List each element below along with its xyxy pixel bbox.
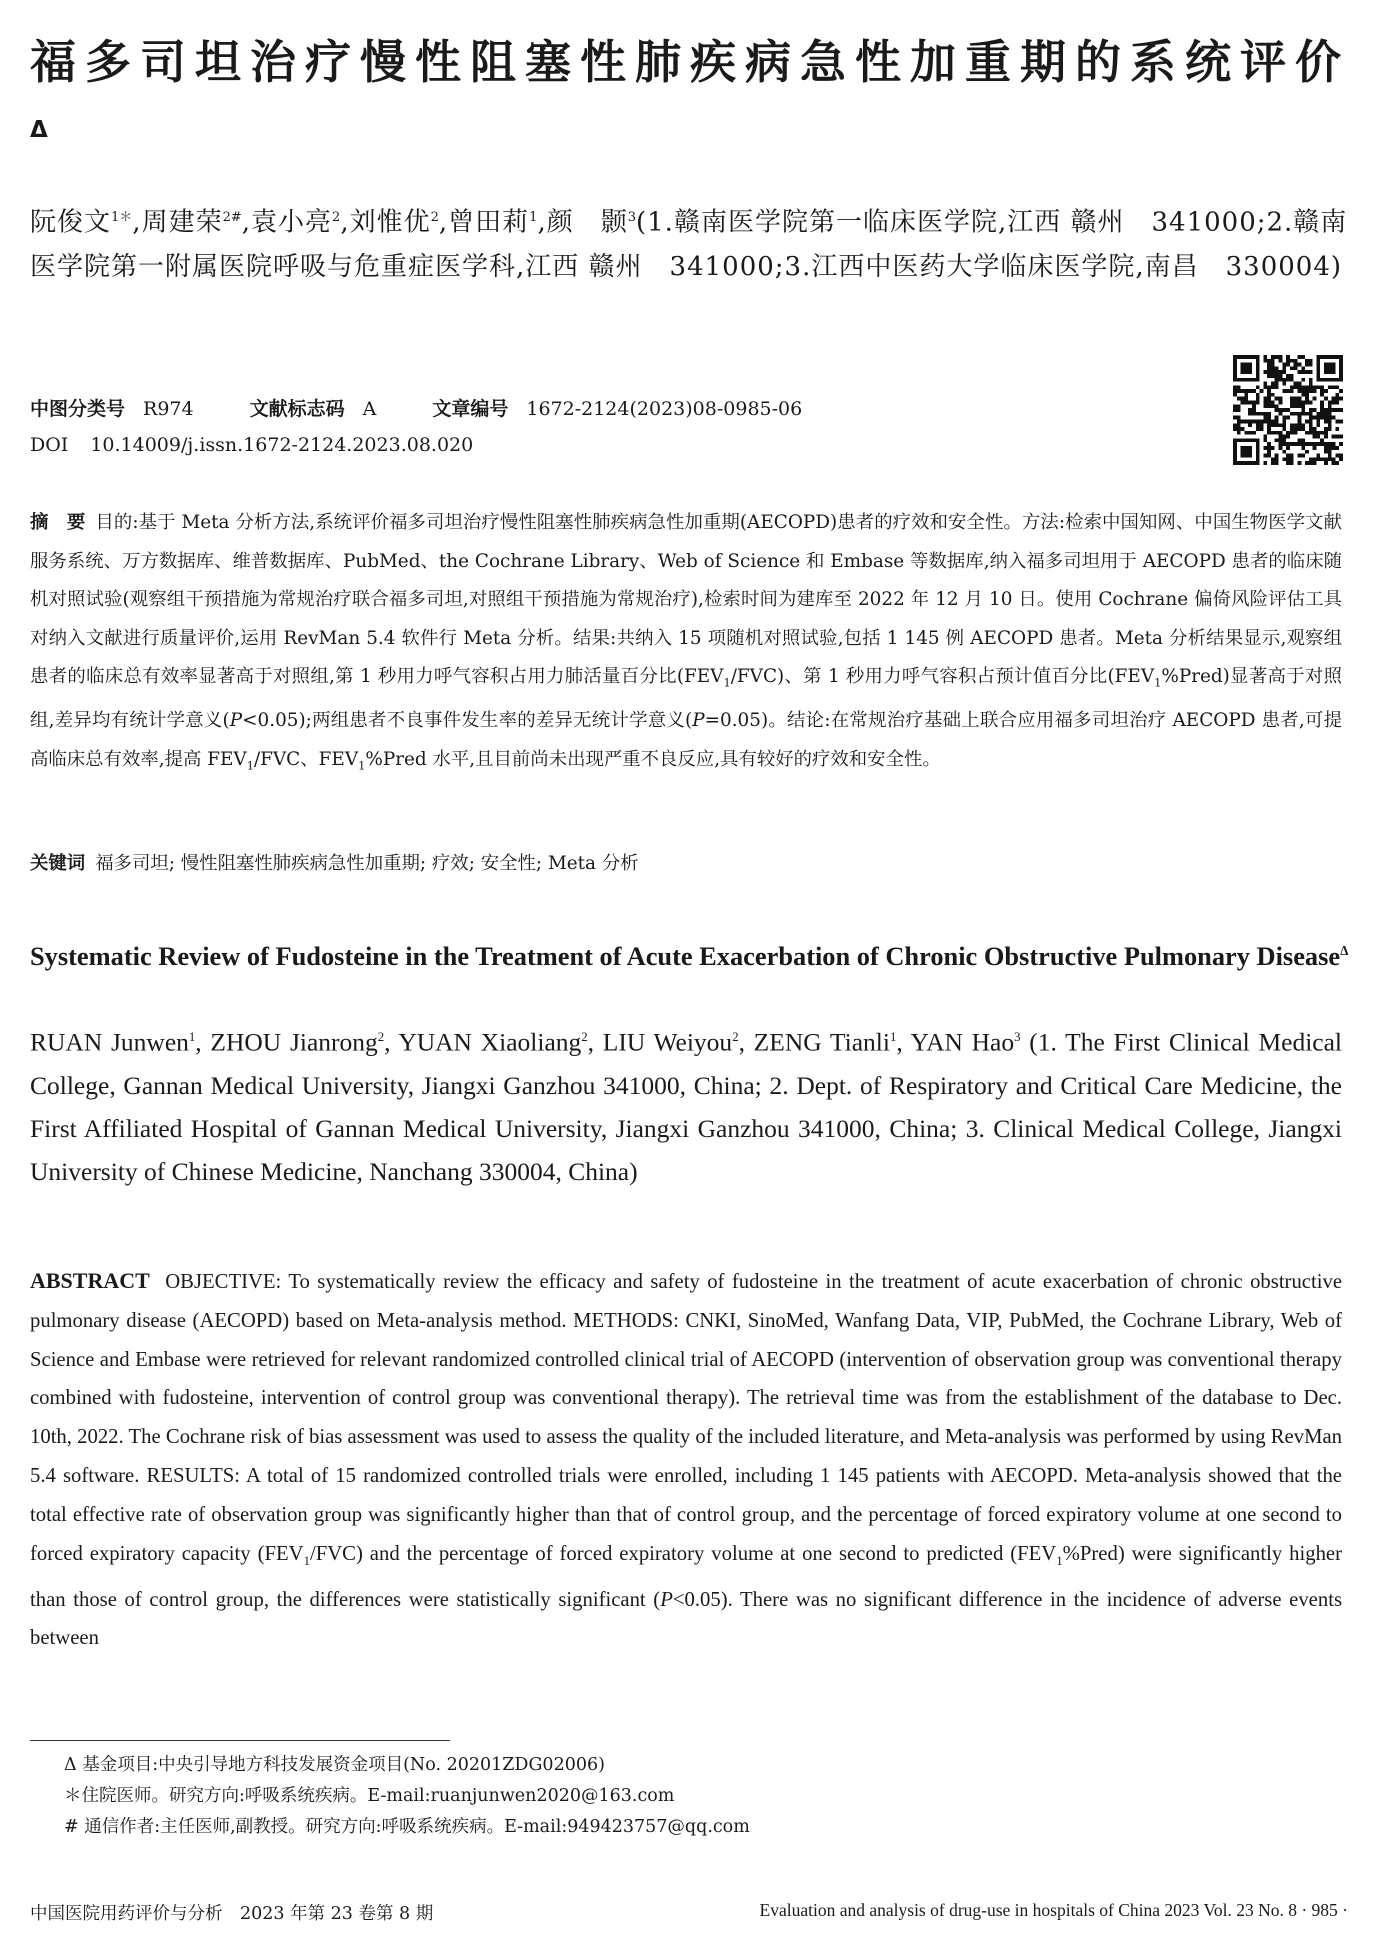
abstract-label-en: ABSTRACT — [30, 1268, 150, 1293]
doc-code-value: A — [362, 398, 377, 420]
footnote-divider — [30, 1740, 450, 1741]
footnote-first-author: ＊住院医师。研究方向:呼吸系统疾病。E-mail:ruanjunwen2020@163.com — [64, 1786, 675, 1806]
article-title-en: Systematic Review of Fudosteine in the Treatment of Acute Exacerbation of Chronic Obstructive Pulmonary Disease$^\Delta$ — [30, 940, 1349, 971]
affiliations-en: (1. The First Clinical Medical College, Gannan Medical University, Jiangxi Ganzhou 341000, China; 2. Dept. of Respiratory and Critical Care Medicine, the First Affiliated Hospital of Gannan Medical University, Jiangxi Ganzhou 341000, China; 3. Clinical Medical College, Jiangxi University of Chinese Medicine, Nanchang 330004, China) — [30, 1027, 1343, 1186]
author-name: RUAN Junwen — [30, 1027, 189, 1057]
author-name: ZHOU Jianrong — [210, 1027, 378, 1057]
doc-code-label: 文献标志码 — [249, 398, 345, 420]
keywords-cn — [30, 848, 1342, 880]
author-name: 刘惟优 — [349, 207, 431, 238]
clc-label: 中图分类号 — [30, 398, 126, 420]
funding-mark: Δ — [30, 117, 48, 143]
author-name: 曾田莉 — [448, 207, 530, 238]
doi-line — [30, 430, 1030, 460]
keywords-value: 福多司坦; 慢性阻塞性肺疾病急性加重期; 疗效; 安全性; Meta 分析 — [95, 853, 639, 874]
author-name: 阮俊文 — [30, 207, 112, 238]
article-title-cn: 福多司坦治疗慢性阻塞性肺疾病急性加重期的系统评价$^\Delta$ — [30, 35, 1350, 143]
author-name: YAN Hao — [910, 1027, 1015, 1057]
qr-code-icon — [1233, 355, 1343, 465]
classification-line — [30, 394, 1210, 424]
footnote-corresponding-author: # 通信作者:主任医师,副教授。研究方向:呼吸系统疾病。E-mail:949423757@qq.com — [64, 1817, 750, 1837]
funding-mark: Δ — [1340, 943, 1349, 958]
clc-value: R974 — [143, 398, 194, 420]
abstract-cn: 摘 要 目的:基于 Meta 分析方法,系统评价福多司坦治疗慢性阻塞性肺疾病急性加重期(AECOPD)患者的疗效和安全性。方法:检索中国知网、中国生物医学文献服务系统、万方数据库、维普数据库、PubMed、the Cochrane Library、Web of Science 和 Embase 等数据库,纳入福多司坦用于 AECOPD 患者的临床随机对照试验(观察组干预措施为常规治疗联合福多司坦,对照组干预措施为常规治疗),检索时间为建库至 2022 年 12 月 10 日。使用 Cochrane 偏倚风险评估工具对纳入文献进行质量评价,运用 RevMan 5.4 软件行 Meta 分析。结果:共纳入 15 项随机对照试验,包括 1 145 例 AECOPD 患者。Meta 分析结果显示,观察组患者的临床总有效率显著高于对照组,第 1 秒用力呼气容积占用力肺活量百分比$(FEV_1/FVC)$、第 1 秒用力呼气容积占预计值百分比$(FEV_1\%Pred)$显著高于对照组,差异均有统计学意义(P<0.05);两组患者不良事件发生率的差异无统计学意义(P=0.05)。结论:在常规治疗基础上联合应用福多司坦治疗 AECOPD 患者,可提高临床总有效率,提高 $FEV_1$/FVC、$FEV_1\%Pred$ 水平,且目前尚未出现严重不良反应,具有较好的疗效和安全性。 — [30, 512, 1343, 773]
doi-value: 10.14009/j.issn.1672-2124.2023.08.020 — [90, 434, 474, 456]
article-number-label: 文章编号 — [432, 398, 509, 420]
doi-label: DOI — [30, 434, 69, 456]
journal-footer-en: Evaluation and analysis of drug-use in hospitals of China 2023 Vol. 23 No. 8 · 985 · — [759, 1900, 1348, 1920]
author-name: 颜 颢 — [546, 207, 628, 238]
affiliations-cn: (1.赣南医学院第一临床医学院,江西 赣州 341000;2.赣南医学院第一附属医院呼吸与危重症医学科,江西 赣州 341000;3.江西中医药大学临床医学院,南昌 330004) — [30, 207, 1348, 282]
author-name: YUAN Xiaoliang — [398, 1027, 582, 1057]
author-name: LIU Weiyou — [602, 1027, 733, 1057]
author-block-en: RUAN Junwen$^1$, ZHOU Jianrong$^2$, YUAN Xiaoliang$^2$, LIU Weiyou$^2$, ZENG Tianli$^1$, YAN Hao$^3$ (1. The First Clinical Medical College, Gannan Medical University, Jiangxi Ganzhou 341000, China; 2. Dept. of Respiratory and Critical Care Medicine, the First Affiliated Hospital of Gannan Medical University, Jiangxi Ganzhou 341000, China; 3. Clinical Medical College, Jiangxi University of Chinese Medicine, Nanchang 330004, China) — [30, 1027, 1343, 1186]
author-block-cn: 阮俊文$^{1*}$,周建荣$^{2\#}$,袁小亮$^2$,刘惟优$^2$,曾田莉$^1$,颜 颢$^3$(1.赣南医学院第一临床医学院,江西 赣州 341000;2.赣南医学院第一附属医院呼吸与危重症医学科,江西 赣州 341000;3.江西中医药大学临床医学院,南昌 330004) — [30, 207, 1348, 282]
journal-footer-cn: 中国医院用药评价与分析 2023 年第 23 卷第 8 期 — [30, 1904, 434, 1924]
author-name: 周建荣 — [141, 207, 223, 238]
keywords-label: 关键词 — [30, 853, 86, 874]
author-name: 袁小亮 — [251, 207, 333, 238]
abstract-en: ABSTRACT OBJECTIVE: To systematically review the efficacy and safety of fudosteine in the treatment of acute exacerbation of chronic obstructive pulmonary disease (AECOPD) based on Meta-analysis method. METHODS: CNKI, SinoMed, Wanfang Data, VIP, PubMed, the Cochrane Library, Web of Science and Embase were retrieved for relevant randomized controlled clinical trial of AECOPD (intervention of observation group was conventional therapy combined with fudosteine, intervention of control group was conventional therapy). The retrieval time was from the establishment of the database to Dec. 10th, 2022. The Cochrane risk of bias assessment was used to assess the quality of the included literature, and Meta-analysis was performed by using RevMan 5.4 software. RESULTS: A total of 15 randomized controlled trials were enrolled, including 1 145 patients with AECOPD. Meta-analysis showed that the total effective rate of observation group was significantly higher than that of control group, and the percentage of forced expiratory volume at one second to forced expiratory capacity $(FEV_1/FVC)$ and the percentage of forced expiratory volume at one second to predicted $(FEV_1\%Pred)$ were significantly higher than those of control group, the differences were statistically significant (P<0.05). There was no significant difference in the incidence of adverse events between — [30, 1268, 1343, 1650]
author-name: ZENG Tianli — [753, 1027, 890, 1057]
abstract-label-cn: 摘 要 — [30, 512, 86, 533]
article-number-value: 1672-2124(2023)08-0985-06 — [526, 398, 803, 420]
footnote-funding: Δ 基金项目:中央引导地方科技发展资金项目(No. 20201ZDG02006) — [64, 1755, 605, 1775]
footnotes — [64, 1750, 1064, 1843]
